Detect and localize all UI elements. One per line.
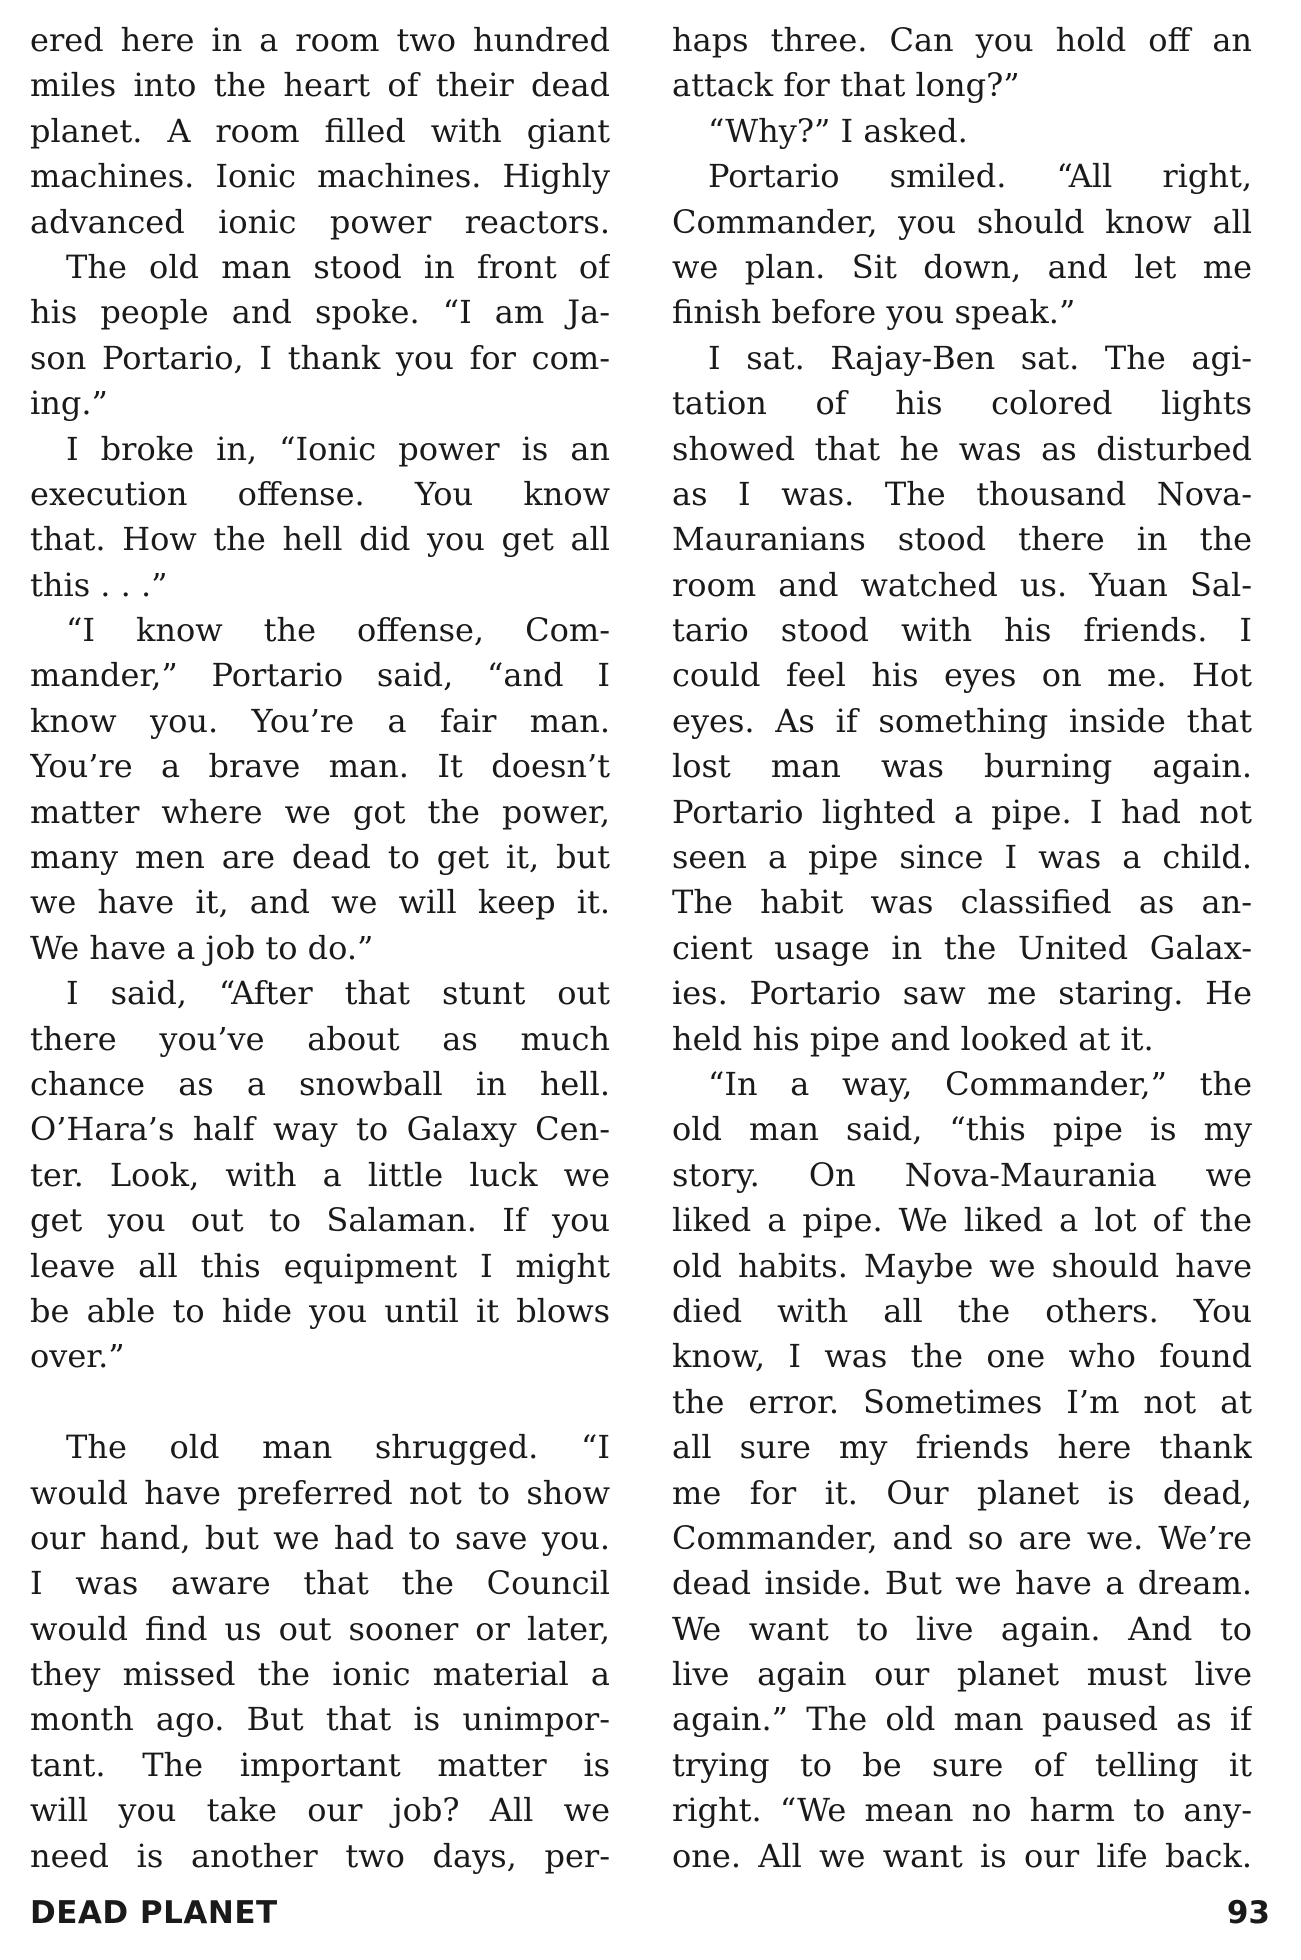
text-line: there you’ve about as much bbox=[30, 1019, 610, 1058]
text-line: miles into the heart of their dead bbox=[30, 66, 610, 105]
text-line: all sure my friends here thank bbox=[672, 1428, 1252, 1467]
text-line: execution offense. You know bbox=[30, 474, 610, 513]
right-text-column bbox=[672, 18, 1252, 1879]
text-line: liked a pipe. We liked a lot of the bbox=[672, 1201, 1252, 1240]
text-line: haps three. Can you hold off an bbox=[672, 21, 1252, 59]
text-line: “I know the offense, Com- bbox=[66, 611, 610, 650]
text-line: our hand, but we had to save you. bbox=[30, 1518, 610, 1557]
text-line: We have a job to do.” bbox=[30, 928, 374, 967]
text-line: tation of his colored lights bbox=[672, 384, 1252, 423]
text-line: chance as a snowball in hell. bbox=[30, 1064, 610, 1103]
text-line: live again our planet must live bbox=[672, 1655, 1252, 1694]
text-line: tario stood with his friends. I bbox=[672, 611, 1252, 650]
text-line: this . . .” bbox=[30, 565, 168, 604]
text-line: matter where we got the power, bbox=[30, 792, 610, 831]
text-line: we have it, and we will keep it. bbox=[30, 883, 610, 922]
text-line: mander,” Portario said, “and I bbox=[30, 656, 610, 695]
text-line: The old man shrugged. “I bbox=[66, 1428, 610, 1467]
text-line: over.” bbox=[30, 1337, 125, 1376]
text-line: know you. You’re a fair man. bbox=[30, 701, 610, 740]
text-line: trying to be sure of telling it bbox=[672, 1745, 1252, 1784]
text-line: I was aware that the Council bbox=[30, 1564, 610, 1603]
text-line: died with all the others. You bbox=[672, 1291, 1252, 1330]
text-line: we plan. Sit down, and let me bbox=[672, 247, 1252, 286]
text-line: seen a pipe since I was a child. bbox=[672, 838, 1252, 877]
text-line: that. How the hell did you get all bbox=[30, 520, 610, 559]
text-line: they missed the ionic material a bbox=[30, 1655, 610, 1694]
text-line: I said, “After that stunt out bbox=[66, 974, 610, 1013]
text-line: son Portario, I thank you for com- bbox=[30, 338, 610, 377]
text-line: ies. Portario saw me staring. He bbox=[672, 974, 1252, 1013]
text-line: get you out to Salaman. If you bbox=[30, 1201, 610, 1240]
text-line: The habit was classified as an- bbox=[672, 883, 1252, 922]
text-line: Commander, you should know all bbox=[672, 202, 1252, 241]
text-line: the error. Sometimes I’m not at bbox=[672, 1382, 1252, 1421]
text-line: me for it. Our planet is dead, bbox=[672, 1473, 1252, 1512]
text-line: lost man was burning again. bbox=[672, 747, 1252, 786]
text-line: “Why?” I asked. bbox=[708, 111, 968, 150]
text-line: old man said, “this pipe is my bbox=[672, 1110, 1252, 1149]
running-title: DEAD PLANET bbox=[30, 1895, 278, 1931]
text-line: eyes. As if something inside that bbox=[672, 701, 1252, 740]
text-line: “In a way, Commander,” the bbox=[708, 1064, 1252, 1103]
text-line: ing.” bbox=[30, 384, 108, 423]
text-line: finish before you speak.” bbox=[672, 293, 1076, 332]
text-line: leave all this equipment I might bbox=[30, 1246, 610, 1285]
text-line: would find us out sooner or later, bbox=[30, 1609, 610, 1648]
text-line: showed that he was as disturbed bbox=[672, 429, 1252, 468]
text-line: dead inside. But we have a dream. bbox=[672, 1564, 1252, 1603]
text-line: Mauranians stood there in the bbox=[672, 520, 1252, 559]
text-line: advanced ionic power reactors. bbox=[30, 202, 610, 241]
text-line: Portario smiled. “All right, bbox=[708, 157, 1252, 196]
text-line: could feel his eyes on me. Hot bbox=[672, 656, 1252, 695]
text-line: room and watched us. Yuan Sal- bbox=[672, 565, 1252, 604]
text-line: right. “We mean no harm to any- bbox=[672, 1791, 1252, 1830]
text-line: as I was. The thousand Nova- bbox=[672, 474, 1252, 513]
text-line: I sat. Rajay-Ben sat. The agi- bbox=[708, 338, 1252, 377]
text-line: The old man stood in front of bbox=[66, 247, 610, 286]
text-line: ered here in a room two hundred bbox=[30, 21, 610, 59]
text-line: again.” The old man paused as if bbox=[672, 1700, 1252, 1739]
page-footer bbox=[30, 1895, 1270, 1945]
text-line: will you take our job? All we bbox=[30, 1791, 610, 1830]
text-line: machines. Ionic machines. Highly bbox=[30, 157, 610, 196]
text-line: planet. A room filled with giant bbox=[30, 111, 610, 150]
text-line: tant. The important matter is bbox=[30, 1745, 610, 1784]
left-text-column bbox=[30, 18, 610, 1879]
text-line: Portario lighted a pipe. I had not bbox=[672, 792, 1252, 831]
text-line: old habits. Maybe we should have bbox=[672, 1246, 1252, 1285]
text-line: Commander, and so are we. We’re bbox=[672, 1518, 1252, 1557]
text-line: story. On Nova-Maurania we bbox=[672, 1155, 1252, 1194]
text-line: You’re a brave man. It doesn’t bbox=[30, 747, 610, 786]
text-line: be able to hide you until it blows bbox=[30, 1291, 610, 1330]
text-line bbox=[30, 1380, 610, 1425]
text-line: attack for that long?” bbox=[672, 66, 1020, 105]
page-number: 93 bbox=[1226, 1895, 1270, 1931]
text-line: I broke in, “Ionic power is an bbox=[66, 429, 610, 468]
text-line: O’Hara’s half way to Galaxy Cen- bbox=[30, 1110, 610, 1149]
text-line: held his pipe and looked at it. bbox=[672, 1019, 1154, 1058]
text-line: cient usage in the United Galax- bbox=[672, 928, 1252, 967]
text-line: month ago. But that is unimpor- bbox=[30, 1700, 610, 1739]
text-line: know, I was the one who found bbox=[672, 1337, 1252, 1376]
text-line: one. All we want is our life back. bbox=[672, 1836, 1252, 1875]
text-line: would have preferred not to show bbox=[30, 1473, 610, 1512]
text-line: ter. Look, with a little luck we bbox=[30, 1155, 610, 1194]
text-line: many men are dead to get it, but bbox=[30, 838, 610, 877]
text-line: We want to live again. And to bbox=[672, 1609, 1252, 1648]
text-line: his people and spoke. “I am Ja- bbox=[30, 293, 610, 332]
text-line: need is another two days, per- bbox=[30, 1836, 610, 1875]
